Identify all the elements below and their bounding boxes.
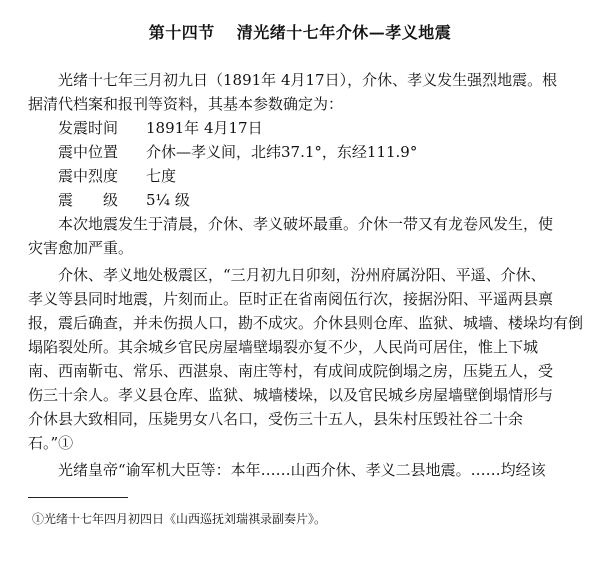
param-value: 七度 <box>146 167 177 185</box>
param-label: 震 级 <box>58 191 119 209</box>
text-line: 南、西南靳屯、常乐、西湛泉、南庄等村，有成间成院倒塌之房，压毙五人，受 <box>28 362 554 380</box>
text-line: 报，震后确查，并未伤损人口，勘不成灾。介休县则仓库、监狱、城墙、楼垛均有倒 <box>28 314 584 332</box>
param-label: 发震时间 <box>58 119 119 137</box>
text-line: 光绪十七年三月初九日（1891年 4月17日），介休、孝义发生强烈地震。根 <box>58 71 558 89</box>
footnote: ①光绪十七年四月初四日《山西巡抚刘瑞祺录副奏片》。 <box>32 512 327 526</box>
text-line: 介休、孝义地处极震区，“三月初九日卯刻，汾州府属汾阳、平遥、介休、 <box>58 266 546 284</box>
section-title <box>0 20 600 43</box>
text-line: 介休县大致相同，压毙男女八名口，受伤三十五人，县朱村压毁社谷二十余 <box>28 410 524 428</box>
param-row <box>58 166 176 186</box>
section-heading: 清光绪十七年介休—孝义地震 <box>236 23 452 42</box>
text-line: 光绪皇帝“谕军机大臣等：本年……山西介休、孝义二县地震。……均经该 <box>58 461 546 479</box>
param-label: 震中位置 <box>58 143 119 161</box>
text-line: 孝义等县同时地震，片刻而止。臣时正在省南阅伍行次，接据汾阳、平遥两县禀 <box>28 290 554 308</box>
section-number: 第十四节 <box>148 23 215 42</box>
param-value: 介休—孝义间，北纬37.1°，东经111.9° <box>146 143 418 161</box>
text-line: 据清代档案和报刊等资料，其基本参数确定为： <box>28 95 344 113</box>
footnote-divider <box>28 497 128 498</box>
text-line: 塌陷裂处所。其余城乡官民房屋墙壁塌裂亦复不少，人民尚可居住，惟上下城 <box>28 338 539 356</box>
param-label: 震中烈度 <box>58 167 119 185</box>
text-line: 伤三十余人。孝义县仓库、监狱、城墙楼垛，以及官民城乡房屋墙壁倒塌情形与 <box>28 386 554 404</box>
text-line: 石。”① <box>28 434 74 452</box>
text-line: 灾害愈加严重。 <box>28 239 134 257</box>
param-row <box>58 190 190 210</box>
param-row <box>58 118 263 138</box>
param-value: 1891年 4月17日 <box>146 119 263 137</box>
param-row <box>58 142 417 162</box>
param-value: 5¼ 级 <box>146 191 190 209</box>
text-line: 本次地震发生于清晨，介休、孝义破坏最重。介休一带又有龙卷风发生，使 <box>58 215 554 233</box>
